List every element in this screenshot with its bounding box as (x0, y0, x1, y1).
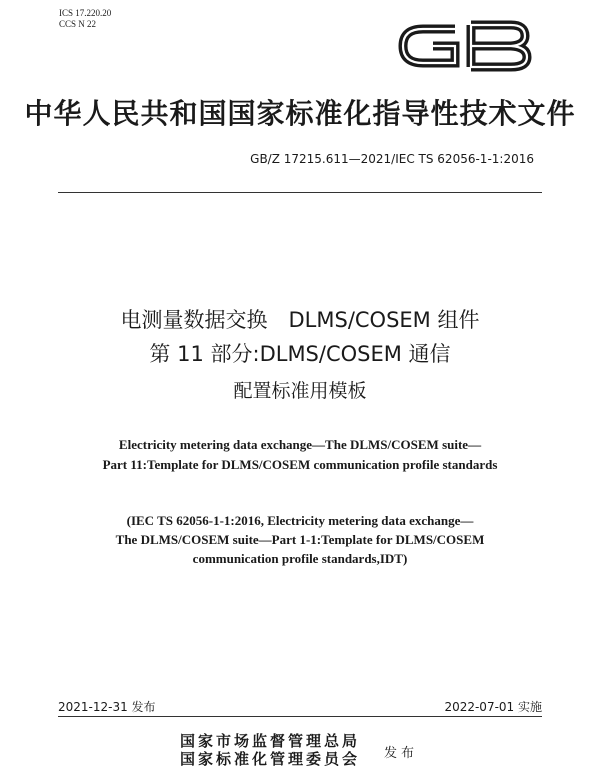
title-zh-line-2: 第 11 部分:DLMS/COSEM 通信 (149, 342, 451, 366)
standard-number: GB/Z 17215.611—2021/IEC TS 62056-1-1:2016 (250, 152, 534, 166)
title-zh-line-1: 电测量数据交换 DLMS/COSEM 组件 (120, 308, 480, 332)
adoption-line-3: communication profile standards,IDT) (192, 551, 408, 566)
issuing-authorities (180, 732, 360, 768)
issue-verb: 发布 (384, 746, 419, 761)
document-type-heading: 中华人民共和国国家标准化指导性技术文件 (24, 97, 576, 130)
gb-logo (393, 17, 535, 75)
issuer-line-2: 国家标准化管理委员会 (180, 750, 361, 768)
classification-codes (59, 8, 111, 30)
publish-date: 2021-12-31 发布 (58, 700, 156, 714)
footer-divider (58, 716, 542, 717)
issuer-line-1: 国家市场监督管理总局 (180, 732, 361, 750)
ics-code: ICS 17.220.20 (59, 8, 112, 18)
header-divider (58, 192, 542, 193)
ccs-code: CCS N 22 (59, 19, 97, 29)
title-en-line-2: Part 11:Template for DLMS/COSEM communication profile standards (102, 457, 498, 472)
title-en-line-1: Electricity metering data exchange—The DLMS/COSEM suite— (118, 437, 482, 452)
title-zh-line-3: 配置标准用模板 (233, 380, 367, 402)
adoption-line-2: The DLMS/COSEM suite—Part 1-1:Template for DLMS/COSEM (115, 532, 485, 547)
gb-logo-mark (403, 25, 527, 67)
adoption-line-1: (IEC TS 62056-1-1:2016, Electricity metering data exchange— (126, 513, 474, 528)
implementation-date: 2022-07-01 实施 (444, 700, 542, 714)
